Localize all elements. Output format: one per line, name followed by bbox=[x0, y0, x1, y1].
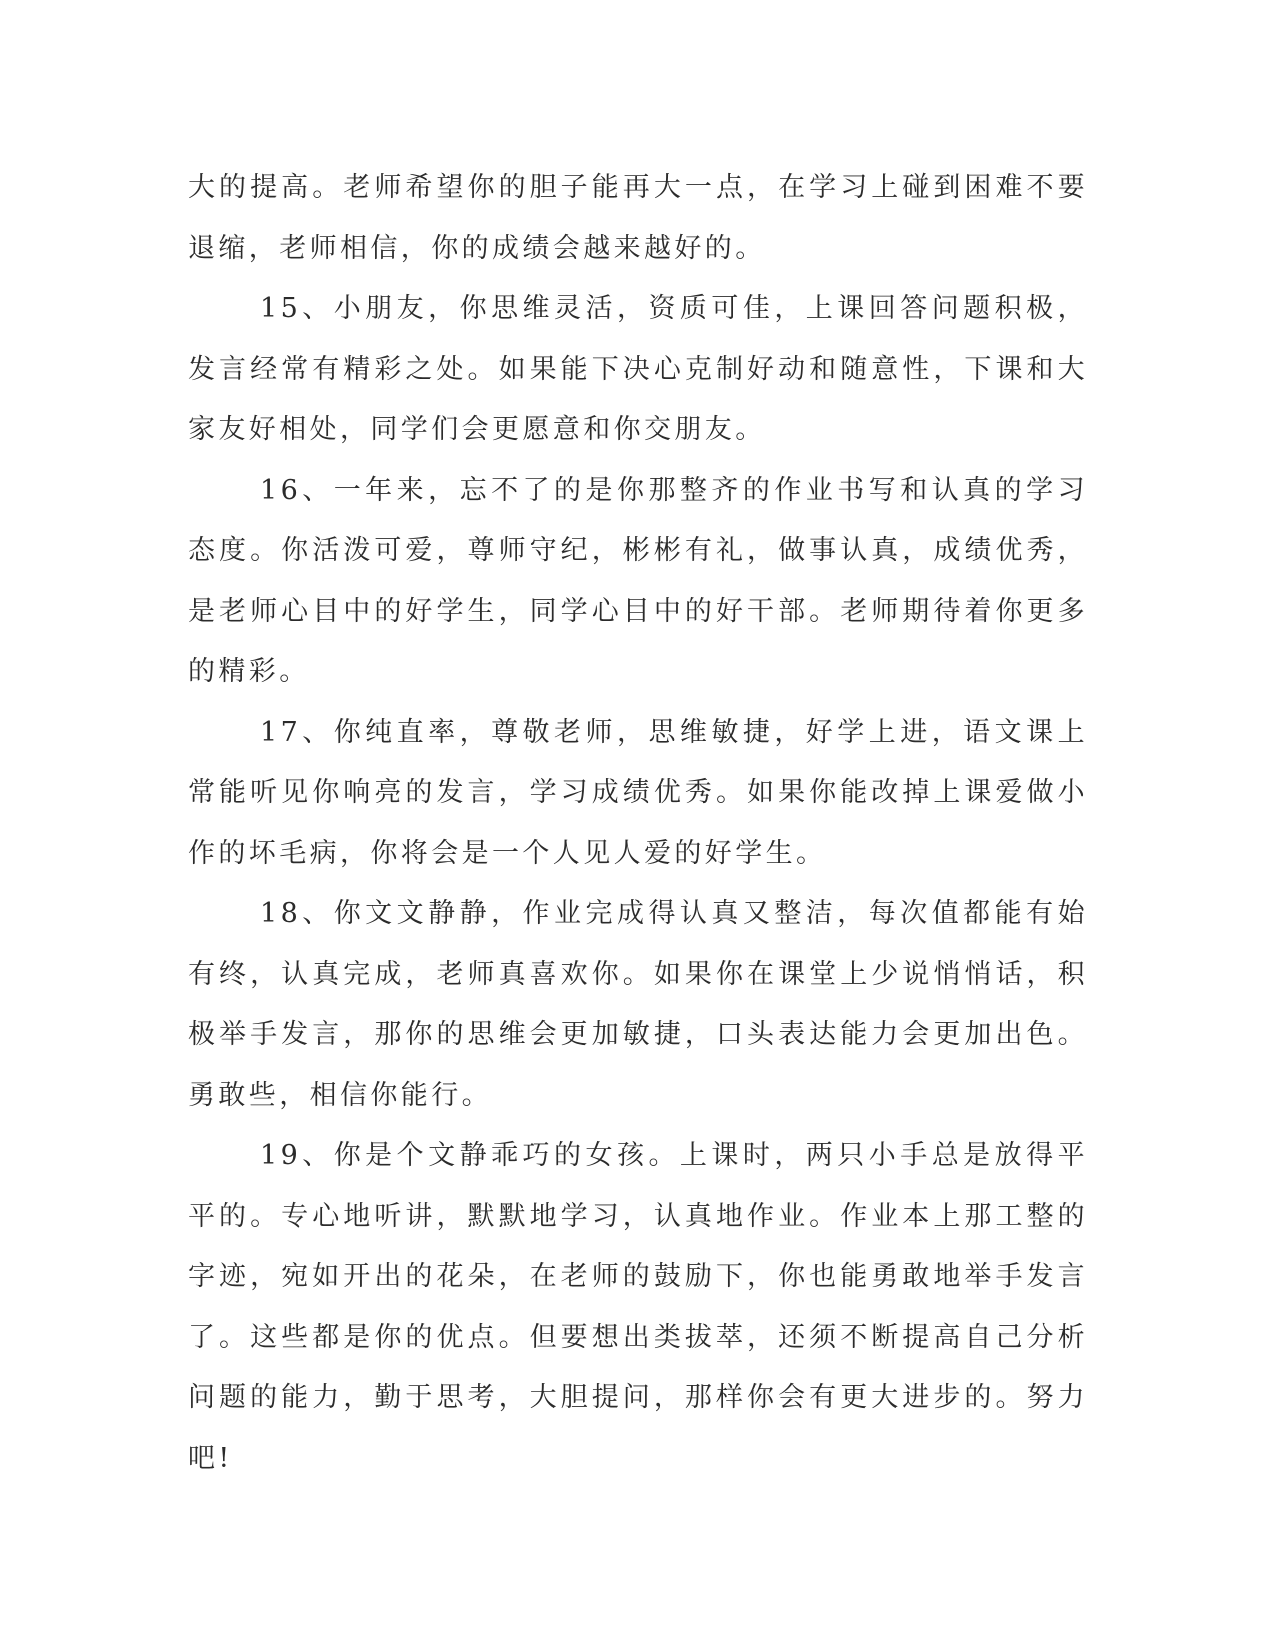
document-body bbox=[188, 158, 1088, 1489]
paragraph-item-18: 18、你文文静静，作业完成得认真又整洁，每次值都能有始有终，认真完成，老师真喜欢你。如果你在课堂上少说悄悄话，积极举手发言，那你的思维会更加敏捷，口头表达能力会更加出色。勇敢些，相信你能行。 bbox=[188, 898, 1088, 1111]
paragraph-item-15: 15、小朋友，你思维灵活，资质可佳，上课回答问题积极，发言经常有精彩之处。如果能下决心克制好动和随意性，下课和大家友好相处，同学们会更愿意和你交朋友。 bbox=[188, 293, 1088, 445]
paragraph-item-19: 19、你是个文静乖巧的女孩。上课时，两只小手总是放得平平的。专心地听讲，默默地学习，认真地作业。作业本上那工整的字迹，宛如开出的花朵，在老师的鼓励下，你也能勇敢地举手发言了。这些都是你的优点。但要想出类拔萃，还须不断提高自己分析问题的能力，勤于思考，大胆提问，那样你会有更大进步的。努力吧! bbox=[188, 1140, 1088, 1474]
paragraph-continuation: 大的提高。老师希望你的胆子能再大一点，在学习上碰到困难不要退缩，老师相信，你的成绩会越来越好的。 bbox=[188, 172, 1088, 264]
paragraph-item-17: 17、你纯直率，尊敬老师，思维敏捷，好学上进，语文课上常能听见你响亮的发言，学习成绩优秀。如果你能改掉上课爱做小作的坏毛病，你将会是一个人见人爱的好学生。 bbox=[188, 716, 1088, 869]
paragraph-item-16: 16、一年来，忘不了的是你那整齐的作业书写和认真的学习态度。你活泼可爱，尊师守纪，彬彬有礼，做事认真，成绩优秀，是老师心目中的好学生，同学心目中的好干部。老师期待着你更多的精彩。 bbox=[188, 474, 1088, 687]
